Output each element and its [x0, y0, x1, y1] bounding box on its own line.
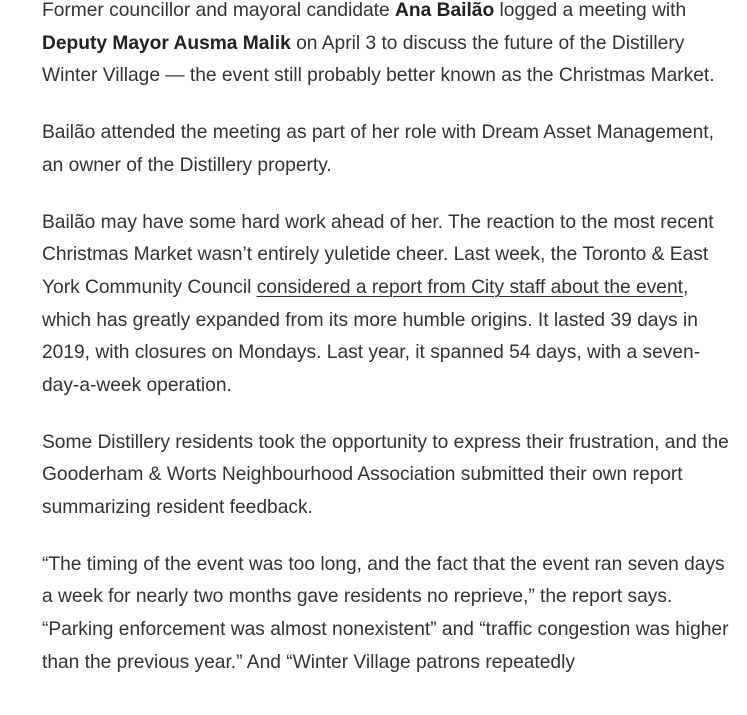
- p1-text-1: Former councillor and mayoral candidate: [42, 0, 396, 21]
- p1-text-3: on April 3 to discuss the future of the Distillery Winter Village — the event still probably better known as the Christmas Market.: [42, 32, 715, 87]
- paragraph-report-quote: “The timing of the event was too long, and the fact that the event ran seven days a week for nearly two months gave residents no reprieve,” the report says. “Parking enforcement was almost nonexistent” and “traffic congestion was higher than the previous year.” And “Winter Village patrons repeatedly: [42, 553, 729, 673]
- city-staff-report-link[interactable]: considered a report from City staff about the event: [256, 276, 683, 298]
- p1-text-2: logged a meeting with: [494, 0, 687, 21]
- paragraph-dream-asset: Bailão attended the meeting as part of her role with Dream Asset Management, an owner of the Distillery property.: [42, 122, 714, 176]
- person-ana-bailao: Ana Bailão: [395, 0, 495, 21]
- p3-text-1: Bailão may have some hard work ahead of her. The reaction to the most recent Christmas Market wasn’t entirely yuletide cheer. Last week, the Toronto & East York Community Council: [42, 211, 714, 298]
- p3-text-2: , which has greatly expanded from its more humble origins. It lasted 39 days in 2019, with closures on Mondays. Last year, it spanned 54 days, with a seven-day-a-week operation.: [42, 276, 701, 396]
- article-body: [42, 0, 732, 704]
- person-ausma-malik: Deputy Mayor Ausma Malik: [42, 32, 291, 54]
- paragraph-reaction: [42, 207, 732, 403]
- paragraph-residents: Some Distillery residents took the opportunity to express their frustration, and the Gooderham & Worts Neighbourhood Association submitted their own report summarizing resident feedback.: [42, 431, 729, 518]
- paragraph-meeting: [42, 0, 732, 93]
